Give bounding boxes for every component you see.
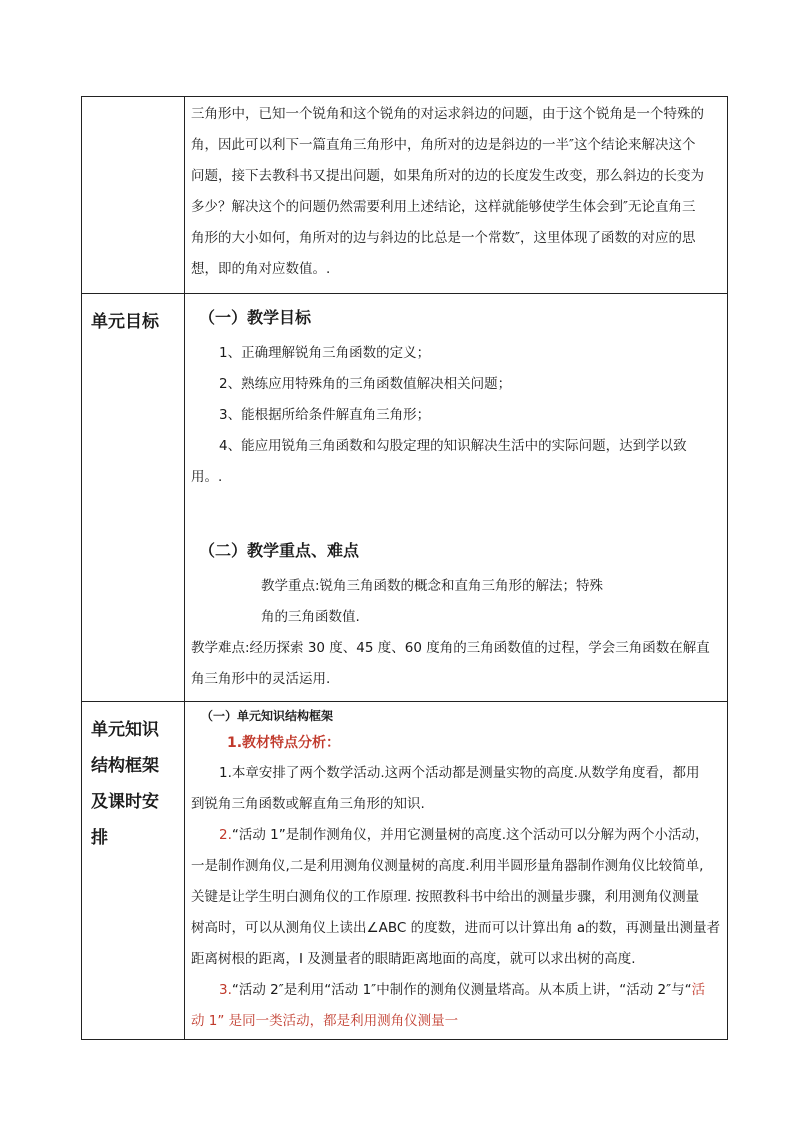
para-line: 距离树根的距离，I 及测量者的眼睛距离地面的高度，就可以求出树的高度. [191,951,636,967]
text-line: 三角形中，已知一个锐角和这个锐角的对运求斜边的问题，由于这个锐角是一个特殊的 [191,106,704,122]
label-line: 排 [91,828,108,848]
document-page [81,96,728,1040]
goal-item: 3、能根据所给条件解直角三角形； [219,407,431,423]
para-number: 2. [219,827,232,843]
text-line: 角形的大小如何，角所对的边与斜边的比总是一个常数″，这里体现了函数的对应的思 [191,230,696,246]
goal-item: 2、熟练应用特殊角的三角函数值解决相关问题； [219,376,512,392]
label-line: 单元知识 [91,720,159,740]
difficulty-line: 教学难点:经历探索 30 度、45 度、60 度角的三角函数值的过程，学会三角函数在解直 [191,640,710,656]
continuation-text [185,97,728,294]
row-label-knowledge-framework [82,702,185,1040]
para-text: “活动 1”是制作测角仪，并用它测量树的高度.这个活动可以分解为两个小活动， [231,827,709,843]
unit-goals-content [185,294,728,702]
framework-content [185,702,728,1040]
para-line: 到锐角三角函数或解直角三角形的知识. [191,796,425,812]
section-heading-key-points: （二）教学重点、难点 [199,541,360,560]
para-number: 3. [219,982,232,998]
goal-item-continued: 用。. [191,469,223,485]
para-line: 树高时，可以从测角仪上读出∠ABC 的度数，进而可以计算出角 a的数，再测量出测量者 [191,920,721,936]
para-text-red: 是同一类活动，都是利用测角仪测量一 [224,1013,459,1029]
para-text-red: 动 1” [191,1013,225,1029]
row-knowledge-framework [82,702,728,1040]
text-line: 问题，接下去教科书又提出问题，如果角所对的边的长度发生改变，那么斜边的长变为 [191,168,704,184]
para-line: 关键是让学生明白测角仪的工作原理. 按照教科书中给出的测量步骤，利用测角仪测量 [191,889,700,905]
row-continuation [82,97,728,294]
para-line [191,975,721,1006]
difficulty-line: 角三角形中的灵活运用. [191,671,331,687]
sub-heading: （一）单元知识结构框架 [201,709,334,723]
key-point-line: 教学重点:锐角三角函数的概念和直角三角形的解法；特殊 [261,578,604,594]
label-line: 及课时安 [91,792,159,812]
row-unit-goals [82,294,728,702]
row-label-unit-goals: 单元目标 [82,294,185,702]
section-heading-teaching-goals: （一）教学目标 [199,308,312,327]
text-line: 想，即的角对应数值。. [191,261,331,277]
para-line: 1.本章安排了两个数学活动.这两个活动都是测量实物的高度.从数学角度看，都用 [219,765,700,781]
para-line [191,1006,721,1037]
text-line: 角，因此可以利下一篇直角三角形中，角所对的边是斜边的一半″这个结论来解决这个 [191,137,696,153]
goal-item: 4、能应用锐角三角函数和勾股定理的知识解决生活中的实际问题，达到学以致 [219,438,687,454]
unit-plan-table [81,96,728,1040]
label-line: 结构框架 [91,756,159,776]
para-line [191,820,721,851]
row-label-empty [82,97,185,294]
para-text-red: 活 [691,982,706,998]
goal-item: 1、正确理解锐角三角函数的定义； [219,345,431,361]
para-text: “活动 2″是利用“活动 1″中制作的测角仪测量塔高。从本质上讲，“活动 2″与“ [231,982,692,998]
red-heading: 1.教材特点分析： [227,735,341,751]
text-line: 多少？解决这个的问题仍然需要利用上述结论，这样就能够使学生体会到″无论直角三 [191,199,696,215]
para-line: 一是制作测角仪,二是利用测角仪测量树的高度.利用半圆形量角器制作测角仪比较简单, [191,858,704,874]
key-point-line: 角的三角函数值. [261,609,360,625]
